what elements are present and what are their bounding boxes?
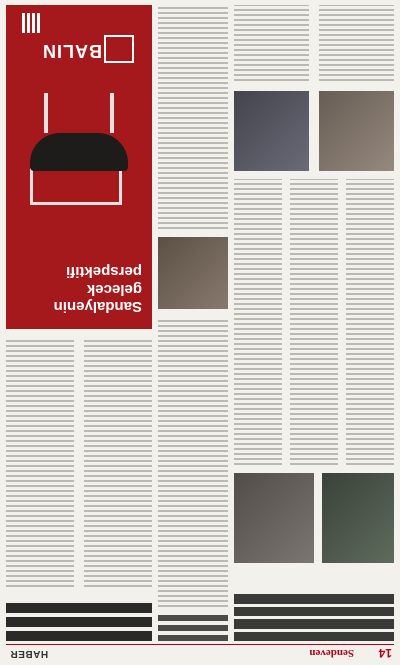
feature-headline — [6, 595, 152, 641]
chair-seat — [30, 133, 128, 171]
qr-code-icon — [20, 13, 40, 33]
chair-image — [22, 91, 136, 211]
advert-brand: BALIN — [42, 41, 102, 61]
portrait-photo — [234, 91, 309, 171]
section-label: HABER — [10, 648, 49, 659]
chair-leg — [44, 93, 48, 133]
chair-rail — [30, 168, 122, 205]
text-column — [234, 5, 309, 81]
text-column — [158, 317, 228, 607]
text-column — [290, 179, 338, 465]
brand-logo-icon: Sendeven — [309, 647, 354, 659]
chair-leg — [110, 93, 114, 133]
text-column — [346, 179, 394, 465]
right-feature — [6, 1, 152, 641]
text-column — [234, 179, 282, 465]
article-photo — [322, 473, 394, 563]
middle-article — [158, 1, 228, 641]
portrait-photo — [319, 91, 394, 171]
left-article — [234, 1, 394, 641]
subheadline — [158, 625, 228, 631]
text-column — [6, 337, 74, 587]
advert-brand-mark-icon — [104, 35, 134, 63]
subheadline — [158, 615, 228, 621]
text-column — [84, 337, 152, 587]
text-column — [158, 5, 228, 229]
article-photo — [234, 473, 314, 563]
masthead — [6, 644, 394, 661]
portrait-photo — [158, 237, 228, 309]
text-column — [319, 5, 394, 81]
advert-slogan: Sandalyenin gelecek perspektifi — [53, 263, 142, 315]
page-number: 14 — [378, 646, 392, 660]
chair-advert — [6, 5, 152, 329]
main-headline — [234, 571, 394, 641]
subheadline — [158, 635, 228, 641]
